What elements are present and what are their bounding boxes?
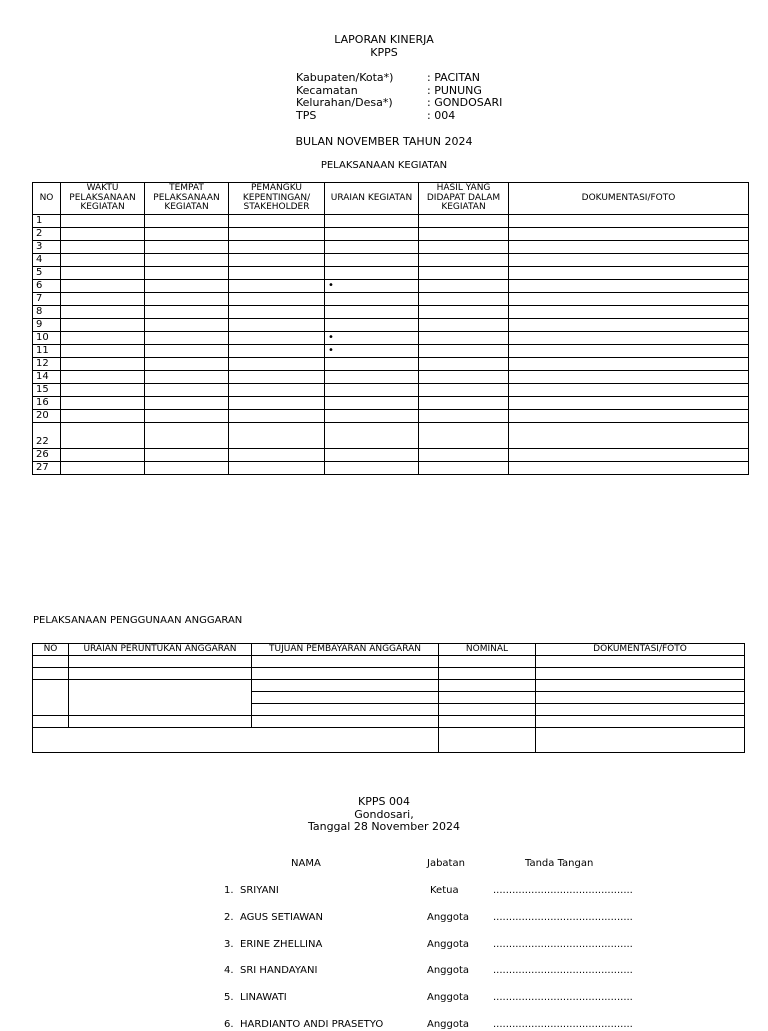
field-value-tps: : 004 — [427, 109, 456, 122]
row-cell — [509, 384, 749, 397]
row-cell — [61, 293, 145, 306]
row-cell — [145, 449, 229, 462]
col-role-label: Jabatan — [427, 858, 465, 869]
row-cell — [509, 371, 749, 384]
budget-row — [33, 668, 745, 680]
member-role: Anggota — [427, 938, 470, 950]
row-uraian — [325, 215, 419, 228]
activity-rows — [33, 215, 749, 475]
field-label-kelurahan: Kelurahan/Desa*) — [296, 96, 393, 109]
row-cell — [61, 280, 145, 293]
row-number: 12 — [33, 358, 61, 371]
row-cell — [419, 228, 509, 241]
row-cell — [145, 410, 229, 423]
row-cell — [61, 319, 145, 332]
row-number: 9 — [33, 319, 61, 332]
row-cell — [61, 345, 145, 358]
col-waktu: WAKTU PELAKSANAAN KEGIATAN — [61, 183, 145, 215]
row-cell — [509, 397, 749, 410]
budget-row — [33, 656, 745, 668]
row-cell — [419, 280, 509, 293]
row-cell — [419, 306, 509, 319]
row-cell — [145, 319, 229, 332]
row-cell — [229, 319, 325, 332]
row-number: 16 — [33, 397, 61, 410]
budget-col-no: NO — [33, 644, 69, 656]
row-cell — [419, 410, 509, 423]
row-cell — [61, 358, 145, 371]
member-number: 5. — [224, 992, 234, 1004]
row-cell — [419, 462, 509, 475]
table-row — [33, 319, 749, 332]
row-cell — [509, 241, 749, 254]
budget-section-title: PELAKSANAAN PENGGUNAAN ANGGARAN — [33, 615, 243, 626]
row-cell — [145, 332, 229, 345]
row-cell — [145, 267, 229, 280]
budget-total-row — [33, 728, 745, 753]
col-pemangku: PEMANGKU KEPENTINGAN/ STAKEHOLDER — [229, 183, 325, 215]
row-number: 15 — [33, 384, 61, 397]
row-cell — [145, 306, 229, 319]
row-cell — [61, 215, 145, 228]
row-cell — [509, 345, 749, 358]
row-uraian: • — [325, 345, 419, 358]
closing-date: Tanggal 28 November 2024 — [307, 820, 461, 833]
row-cell — [61, 241, 145, 254]
member-name: LINAWATI — [240, 992, 287, 1004]
row-cell — [61, 397, 145, 410]
row-cell — [229, 267, 325, 280]
member-signature-line: ............................................ — [493, 992, 633, 1004]
row-cell — [61, 306, 145, 319]
row-uraian — [325, 371, 419, 384]
member-signature-line: ............................................ — [493, 965, 633, 977]
row-uraian: • — [325, 280, 419, 293]
row-cell — [229, 293, 325, 306]
row-cell — [145, 293, 229, 306]
row-cell — [229, 384, 325, 397]
col-no: NO — [33, 183, 61, 215]
row-cell — [509, 267, 749, 280]
row-cell — [61, 384, 145, 397]
row-cell — [419, 332, 509, 345]
row-cell — [229, 410, 325, 423]
row-cell — [145, 280, 229, 293]
row-uraian — [325, 254, 419, 267]
field-label-kabupaten: Kabupaten/Kota*) — [296, 71, 394, 84]
closing-org: KPPS 004 — [358, 795, 410, 808]
col-dokumentasi: DOKUMENTASI/FOTO — [509, 183, 749, 215]
row-cell — [229, 345, 325, 358]
member-name: SRI HANDAYANI — [240, 965, 318, 977]
row-cell — [145, 254, 229, 267]
row-cell — [145, 423, 229, 449]
field-label-tps: TPS — [296, 109, 317, 122]
table-row — [33, 241, 749, 254]
member-signature-line: ............................................ — [493, 911, 633, 923]
member-role: Anggota — [427, 911, 470, 923]
row-cell — [419, 241, 509, 254]
budget-col-tujuan: TUJUAN PEMBAYARAN ANGGARAN — [252, 644, 439, 656]
row-cell — [419, 319, 509, 332]
col-tempat: TEMPAT PELAKSANAAN KEGIATAN — [145, 183, 229, 215]
row-number: 4 — [33, 254, 61, 267]
row-cell — [509, 306, 749, 319]
row-cell — [229, 280, 325, 293]
row-cell — [61, 410, 145, 423]
row-cell — [509, 280, 749, 293]
row-number: 20 — [33, 410, 61, 423]
row-uraian — [325, 384, 419, 397]
row-cell — [419, 267, 509, 280]
member-number: 3. — [224, 938, 234, 950]
row-cell — [145, 215, 229, 228]
member-name: SRIYANI — [240, 885, 279, 896]
row-cell — [509, 423, 749, 449]
row-number: 7 — [33, 293, 61, 306]
table-row — [33, 384, 749, 397]
report-title: LAPORAN KINERJA — [334, 33, 434, 46]
row-cell — [145, 358, 229, 371]
row-cell — [229, 306, 325, 319]
row-uraian — [325, 241, 419, 254]
row-cell — [145, 371, 229, 384]
row-cell — [509, 319, 749, 332]
row-uraian: • — [325, 332, 419, 345]
row-cell — [61, 462, 145, 475]
row-cell — [229, 241, 325, 254]
row-uraian — [325, 358, 419, 371]
row-cell — [61, 423, 145, 449]
member-number: 2. — [224, 911, 234, 923]
member-role: Ketua — [430, 885, 459, 896]
row-uraian — [325, 410, 419, 423]
row-cell — [229, 449, 325, 462]
table-row — [33, 462, 749, 475]
table-row — [33, 371, 749, 384]
row-cell — [509, 228, 749, 241]
row-cell — [419, 345, 509, 358]
row-cell — [419, 371, 509, 384]
member-number: 1. — [224, 885, 234, 896]
row-uraian — [325, 449, 419, 462]
row-cell — [419, 384, 509, 397]
budget-col-dokumentasi: DOKUMENTASI/FOTO — [536, 644, 745, 656]
row-cell — [229, 332, 325, 345]
row-cell — [419, 449, 509, 462]
table-row — [33, 306, 749, 319]
budget-col-uraian: URAIAN PERUNTUKAN ANGGARAN — [69, 644, 252, 656]
table-row — [33, 410, 749, 423]
field-value-kecamatan: : PUNUNG — [427, 84, 482, 97]
budget-row — [33, 680, 745, 692]
table-row — [33, 423, 749, 449]
member-signature-line: ............................................ — [493, 885, 633, 896]
row-cell — [229, 462, 325, 475]
row-uraian — [325, 423, 419, 449]
row-cell — [229, 215, 325, 228]
row-cell — [61, 228, 145, 241]
row-cell — [145, 384, 229, 397]
member-signature-line: ............................................ — [493, 938, 633, 950]
row-number: 1 — [33, 215, 61, 228]
field-value-kabupaten: : PACITAN — [427, 71, 481, 84]
row-uraian — [325, 293, 419, 306]
table-row — [33, 254, 749, 267]
table-row — [33, 267, 749, 280]
row-cell — [145, 462, 229, 475]
row-uraian — [325, 267, 419, 280]
row-number: 27 — [33, 462, 61, 475]
budget-col-nominal: NOMINAL — [439, 644, 536, 656]
member-name: HARDIANTO ANDI PRASETYO — [240, 1019, 384, 1030]
row-cell — [229, 397, 325, 410]
field-value-kelurahan: : GONDOSARI — [427, 96, 503, 109]
row-number: 3 — [33, 241, 61, 254]
row-cell — [419, 423, 509, 449]
row-number: 2 — [33, 228, 61, 241]
row-cell — [509, 215, 749, 228]
row-cell — [61, 332, 145, 345]
col-hasil: HASIL YANG DIDAPAT DALAM KEGIATAN — [419, 183, 509, 215]
row-cell — [509, 358, 749, 371]
row-uraian — [325, 228, 419, 241]
row-number: 6 — [33, 280, 61, 293]
table-row — [33, 293, 749, 306]
row-cell — [145, 345, 229, 358]
row-uraian — [325, 397, 419, 410]
row-cell — [419, 215, 509, 228]
row-cell — [509, 449, 749, 462]
member-name: ERINE ZHELLINA — [240, 938, 323, 950]
row-number: 8 — [33, 306, 61, 319]
row-cell — [229, 371, 325, 384]
row-cell — [229, 254, 325, 267]
member-signature-line: ............................................ — [493, 1019, 633, 1030]
table-row — [33, 397, 749, 410]
closing-place: Gondosari, — [354, 808, 414, 821]
row-cell — [419, 293, 509, 306]
table-row — [33, 358, 749, 371]
budget-row — [33, 716, 745, 728]
row-cell — [419, 358, 509, 371]
row-cell — [509, 462, 749, 475]
row-cell — [145, 228, 229, 241]
col-sign-label: Tanda Tangan — [525, 858, 594, 869]
row-cell — [229, 228, 325, 241]
row-cell — [61, 267, 145, 280]
row-cell — [509, 332, 749, 345]
row-cell — [509, 410, 749, 423]
row-uraian — [325, 462, 419, 475]
row-cell — [145, 397, 229, 410]
row-number: 22 — [33, 423, 61, 449]
member-number: 6. — [224, 1019, 234, 1030]
member-number: 4. — [224, 965, 234, 977]
col-uraian: URAIAN KEGIATAN — [325, 183, 419, 215]
row-cell — [145, 241, 229, 254]
row-cell — [61, 449, 145, 462]
member-role: Anggota — [427, 992, 470, 1004]
field-label-kecamatan: Kecamatan — [296, 84, 358, 97]
table-row — [33, 449, 749, 462]
row-uraian — [325, 319, 419, 332]
row-uraian — [325, 306, 419, 319]
activity-section-title: PELAKSANAAN KEGIATAN — [320, 160, 448, 171]
table-row — [33, 345, 749, 358]
row-cell — [509, 293, 749, 306]
member-name: AGUS SETIAWAN — [240, 911, 323, 923]
row-number: 10 — [33, 332, 61, 345]
row-cell — [509, 254, 749, 267]
col-name-label: NAMA — [291, 858, 321, 869]
row-number: 14 — [33, 371, 61, 384]
table-row — [33, 332, 749, 345]
report-period: BULAN NOVEMBER TAHUN 2024 — [295, 135, 473, 148]
row-number: 5 — [33, 267, 61, 280]
row-cell — [419, 254, 509, 267]
budget-table — [32, 643, 745, 753]
row-cell — [61, 254, 145, 267]
member-role: Anggota — [427, 965, 470, 977]
table-row — [33, 215, 749, 228]
row-cell — [229, 423, 325, 449]
row-cell — [419, 397, 509, 410]
table-row — [33, 228, 749, 241]
report-subtitle: KPPS — [370, 46, 398, 59]
row-cell — [229, 358, 325, 371]
row-cell — [61, 371, 145, 384]
row-number: 26 — [33, 449, 61, 462]
table-row — [33, 280, 749, 293]
row-number: 11 — [33, 345, 61, 358]
activity-table — [32, 182, 749, 475]
member-role: Anggota — [427, 1019, 470, 1030]
